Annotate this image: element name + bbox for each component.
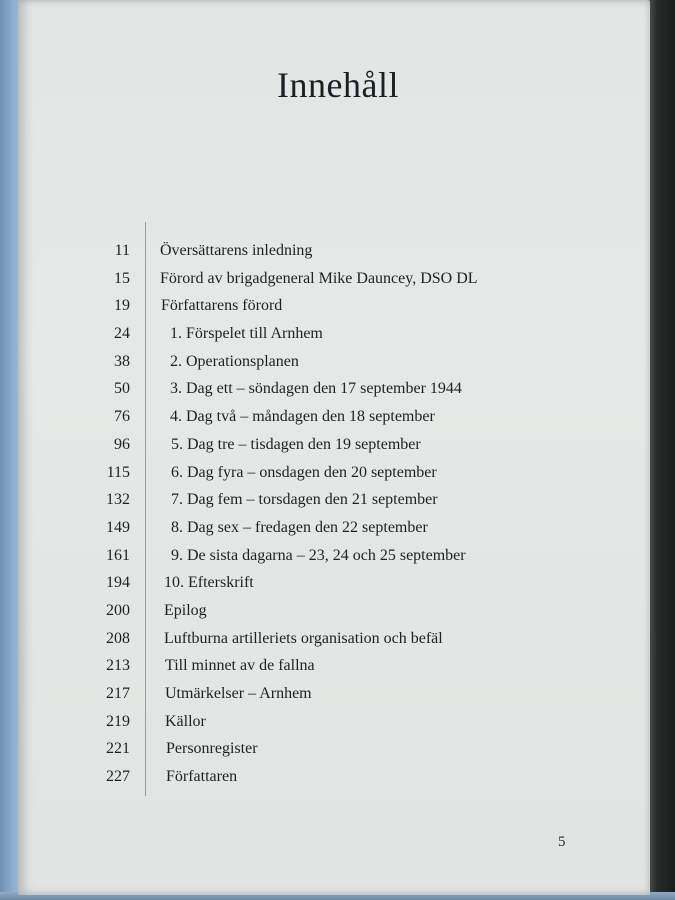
toc-entry (18, 764, 650, 792)
toc-entry-label: Till minnet av de fallna (165, 657, 315, 675)
toc-page-number: 219 (106, 712, 130, 730)
toc-entry (18, 543, 650, 571)
toc-entry-label: 3. Dag ett – söndagen den 17 september 1944 (170, 380, 462, 398)
toc-entry (18, 736, 650, 764)
toc-entry-label: 1. Förspelet till Arnhem (170, 325, 323, 343)
table-of-contents (18, 238, 650, 792)
toc-page-number: 200 (106, 601, 130, 619)
toc-page-number: 194 (106, 574, 130, 592)
toc-entry (18, 321, 650, 349)
toc-entry (18, 598, 650, 626)
toc-entry-label: Epilog (164, 601, 207, 619)
toc-entry-label: 5. Dag tre – tisdagen den 19 september (171, 435, 421, 453)
toc-entry (18, 432, 650, 460)
toc-entry (18, 238, 650, 266)
page-title: Innehåll (277, 65, 399, 105)
toc-page-number: 132 (106, 491, 130, 509)
toc-entry-label: 7. Dag fem – torsdagen den 21 september (171, 491, 438, 509)
toc-entry-label: Utmärkelser – Arnhem (165, 685, 312, 702)
page-number: 5 (558, 834, 566, 850)
toc-entry (18, 709, 650, 737)
toc-entry-label: 10. Efterskrift (164, 574, 254, 592)
toc-entry (18, 460, 650, 488)
toc-entry (18, 293, 650, 321)
toc-entry-label: Författarens förord (161, 297, 283, 315)
toc-entry-label: Källor (165, 712, 206, 730)
toc-page-number: 149 (106, 518, 130, 536)
toc-page-number: 208 (106, 629, 130, 647)
toc-page-number: 15 (114, 269, 130, 287)
toc-entry (18, 570, 650, 598)
toc-page-number: 213 (106, 657, 130, 675)
toc-entry-label: 8. Dag sex – fredagen den 22 september (171, 518, 428, 536)
toc-entry (18, 266, 650, 294)
toc-entry (18, 681, 650, 709)
toc-entry-label: 4. Dag två – måndagen den 18 september (170, 408, 435, 426)
book-page (18, 0, 650, 895)
toc-page-number: 217 (106, 685, 130, 702)
toc-entry-label: Personregister (166, 740, 258, 758)
toc-entry (18, 349, 650, 377)
toc-entry (18, 515, 650, 543)
toc-entry-label: Översättarens inledning (160, 242, 313, 259)
toc-page-number: 11 (114, 242, 130, 259)
toc-page-number: 24 (114, 325, 130, 343)
toc-page-number: 19 (114, 297, 130, 315)
toc-entry (18, 626, 650, 654)
toc-entry-label: Luftburna artilleriets organisation och befäl (164, 629, 443, 647)
toc-page-number: 161 (106, 546, 130, 564)
toc-page-number: 221 (106, 740, 130, 758)
toc-entry (18, 376, 650, 404)
toc-entry-label: Förord av brigadgeneral Mike Dauncey, DSO DL (160, 269, 478, 287)
toc-page-number: 96 (114, 435, 130, 453)
toc-page-number: 115 (106, 463, 130, 481)
toc-entry-label: Författaren (166, 768, 238, 786)
toc-page-number: 76 (114, 408, 130, 426)
toc-entry (18, 487, 650, 515)
toc-entry-label: 6. Dag fyra – onsdagen den 20 september (171, 463, 437, 481)
toc-page-number: 50 (114, 380, 130, 398)
toc-entry (18, 653, 650, 681)
toc-entry (18, 404, 650, 432)
toc-entry-label: 2. Operationsplanen (170, 352, 299, 370)
toc-page-number: 227 (106, 768, 130, 786)
toc-entry-label: 9. De sista dagarna – 23, 24 och 25 september (171, 546, 466, 564)
toc-page-number: 38 (114, 352, 130, 370)
